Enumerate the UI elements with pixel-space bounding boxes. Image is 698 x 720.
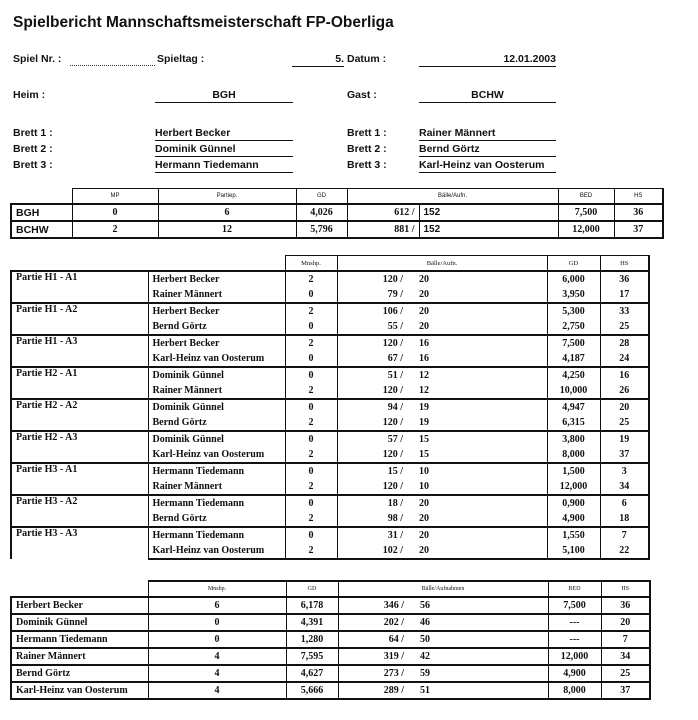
baelle-value [337,367,407,383]
hs-value: 25 [600,415,649,431]
gd-value: 4,627 [286,665,338,682]
aufn-value: 16 [407,351,547,367]
baelle-value [337,431,407,447]
game-row [11,527,649,543]
game-row [11,495,649,511]
separator: / [400,417,403,428]
hs-value: 22 [600,543,649,559]
baelle-number: 51 [387,370,398,381]
players-header-hs: HS [601,581,650,597]
aufn-value: 20 [407,303,547,319]
aufn-value: 20 [407,511,547,527]
games-header-blank [11,256,285,272]
player-name: Bernd Görtz [11,665,148,682]
game-row [11,335,649,351]
hs-value: 19 [600,431,649,447]
hs-value: 16 [600,367,649,383]
mnshp-value: 0 [148,614,286,631]
gd-value: 4,187 [547,351,600,367]
baelle-number: 98 [387,513,398,524]
partie-label: Partie H3 - A1 [11,463,148,495]
guest-board-2-player: Bernd Görtz [419,143,556,157]
summary-header-row [11,189,663,205]
mnshp-value: 0 [285,319,337,335]
baelle-value [337,479,407,495]
player-name: Herbert Becker [148,303,285,319]
game-row [11,399,649,415]
baelle-value [337,527,407,543]
baelle-number: 18 [387,498,398,509]
mnshp-value: 2 [285,511,337,527]
player-name: Rainer Männert [11,648,148,665]
partie-label: Partie H3 - A2 [11,495,148,527]
hs-value: 18 [600,511,649,527]
gd-value: 4,391 [286,614,338,631]
aufn-value: 42 [408,648,548,665]
baelle-value [338,665,408,682]
separator: / [400,306,403,317]
gd-value: 5,666 [286,682,338,699]
mnshp-value: 2 [285,543,337,559]
summary-row [11,204,663,221]
separator: / [400,449,403,460]
baelle-number: 319 [383,651,399,662]
summary-header-blank [11,189,72,205]
baelle-value [337,495,407,511]
gd-value: 3,800 [547,431,600,447]
gast-label: Gast : [347,89,377,101]
separator: / [400,513,403,524]
hs-value: 36 [614,204,663,221]
hs-value: 6 [600,495,649,511]
aufn-value: 10 [407,479,547,495]
mp-value: 0 [72,204,158,221]
player-name: Bernd Görtz [148,511,285,527]
player-name: Hermann Tiedemann [148,495,285,511]
summary-header-hs: HS [614,189,663,205]
baelle-value: 881 / [347,221,419,238]
mnshp-value: 4 [148,682,286,699]
hs-value: 3 [600,463,649,479]
baelle-number: 64 [388,634,399,645]
player-row [11,631,650,648]
spieltag-field: 5. [292,53,344,67]
aufn-value: 19 [407,399,547,415]
baelle-value [338,682,408,699]
separator: / [400,545,403,556]
games-header-row [11,256,649,272]
gd-value: 5,300 [547,303,600,319]
baelle-value [337,511,407,527]
baelle-value [337,447,407,463]
baelle-number: 57 [387,434,398,445]
baelle-value: 612 / [347,204,419,221]
separator: / [400,385,403,396]
baelle-value [337,303,407,319]
mnshp-value: 0 [148,631,286,648]
players-header-row [11,581,650,597]
page-title: Spielbericht Mannschaftsmeisterschaft FP-Oberliga [13,14,394,31]
hs-value: 17 [600,287,649,303]
mp-value: 2 [72,221,158,238]
player-name: Karl-Heinz van Oosterum [148,543,285,559]
mnshp-value: 0 [285,351,337,367]
bed-value: --- [548,614,601,631]
gd-value: 1,550 [547,527,600,543]
aufn-value: 46 [408,614,548,631]
player-name: Dominik Günnel [148,431,285,447]
aufn-value: 20 [407,527,547,543]
baelle-number: 106 [382,306,398,317]
gd-value: 4,900 [547,511,600,527]
hs-value: 34 [600,479,649,495]
game-row [11,271,649,287]
player-name: Herbert Becker [148,271,285,287]
baelle-number: 120 [382,449,398,460]
baelle-value [337,271,407,287]
mnshp-value: 0 [285,527,337,543]
separator: / [400,466,403,477]
baelle-number: 273 [383,668,399,679]
bed-value: 12,000 [548,648,601,665]
separator: / [401,668,404,679]
player-name: Karl-Heinz van Oosterum [148,447,285,463]
hs-value: 7 [601,631,650,648]
team-summary-table [10,188,664,239]
spiel-nr-label: Spiel Nr. : [13,53,62,65]
mnshp-value: 2 [285,415,337,431]
baelle-value [337,543,407,559]
hs-value: 37 [601,682,650,699]
baelle-number: 120 [382,274,398,285]
mnshp-value: 2 [285,271,337,287]
mnshp-value: 4 [148,648,286,665]
game-row [11,463,649,479]
bed-value: 8,000 [548,682,601,699]
partie-label: Partie H1 - A3 [11,335,148,367]
gd-value: 7,500 [547,335,600,351]
spiel-nr-field [70,53,155,66]
mnshp-value: 0 [285,495,337,511]
mnshp-value: 4 [148,665,286,682]
baelle-value [337,351,407,367]
player-name: Bernd Görtz [148,319,285,335]
games-header-mnshp: Mnshp. [285,256,337,272]
guest-board-1-player: Rainer Männert [419,127,556,141]
aufn-value: 19 [407,415,547,431]
player-name: Herbert Becker [11,597,148,614]
games-table [10,255,650,560]
gd-value: 5,100 [547,543,600,559]
heim-label: Heim : [13,89,46,101]
gd-value: 6,315 [547,415,600,431]
baelle-number: 55 [387,321,398,332]
players-header-gd: GD [286,581,338,597]
baelle-number: 202 [383,617,399,628]
baelle-number: 94 [387,402,398,413]
hs-value: 37 [600,447,649,463]
baelle-number: 120 [382,481,398,492]
hs-value: 26 [600,383,649,399]
separator: / [401,685,404,696]
players-header-blank [11,581,148,597]
aufn-value: 152 [419,221,558,238]
separator: / [401,617,404,628]
players-header-mnshp: Mnshp. [148,581,286,597]
gd-value: 0,900 [547,495,600,511]
partie-label: Partie H1 - A2 [11,303,148,335]
guest-board-3-player: Karl-Heinz van Oosterum [419,159,556,173]
guest-board-3-label: Brett 3 : [347,159,387,171]
players-header-bed: BED [548,581,601,597]
separator: / [401,600,404,611]
separator: / [400,402,403,413]
hs-value: 20 [601,614,650,631]
games-header-baelle: Bälle/Aufn. [337,256,547,272]
baelle-value [338,614,408,631]
game-row [11,431,649,447]
mnshp-value: 0 [285,287,337,303]
separator: / [400,338,403,349]
home-board-2-player: Dominik Günnel [155,143,293,157]
player-name: Hermann Tiedemann [148,527,285,543]
aufn-value: 15 [407,447,547,463]
gd-value: 8,000 [547,447,600,463]
player-name: Rainer Männert [148,383,285,399]
game-row [11,303,649,319]
partiep-value: 12 [158,221,296,238]
player-name: Hermann Tiedemann [148,463,285,479]
gd-value: 6,000 [547,271,600,287]
hs-value: 34 [601,648,650,665]
separator: / [400,274,403,285]
hs-value: 36 [601,597,650,614]
mnshp-value: 2 [285,479,337,495]
aufn-value: 50 [408,631,548,648]
player-summary-table [10,580,651,700]
baelle-value [337,335,407,351]
baelle-number: 15 [387,466,398,477]
bed-value: --- [548,631,601,648]
guest-board-2-label: Brett 2 : [347,143,387,155]
datum-field: 12.01.2003 [419,53,556,67]
mnshp-value: 6 [148,597,286,614]
separator: / [401,634,404,645]
player-name: Herbert Becker [148,335,285,351]
home-board-1-player: Herbert Becker [155,127,293,141]
bed-value: 7,500 [558,204,614,221]
aufn-value: 51 [408,682,548,699]
partiep-value: 6 [158,204,296,221]
heim-field: BGH [155,89,293,103]
player-row [11,614,650,631]
gd-value: 12,000 [547,479,600,495]
separator: / [400,481,403,492]
mnshp-value: 0 [285,399,337,415]
partie-label: Partie H3 - A3 [11,527,148,559]
hs-value: 37 [614,221,663,238]
hs-value: 7 [600,527,649,543]
player-name: Rainer Männert [148,479,285,495]
gd-value: 6,178 [286,597,338,614]
games-header-hs: HS [600,256,649,272]
aufn-value: 10 [407,463,547,479]
hs-value: 24 [600,351,649,367]
baelle-value [337,399,407,415]
hs-value: 36 [600,271,649,287]
gd-value: 4,026 [296,204,347,221]
hs-value: 20 [600,399,649,415]
gd-value: 5,796 [296,221,347,238]
aufn-value: 20 [407,287,547,303]
home-board-1-label: Brett 1 : [13,127,53,139]
aufn-value: 16 [407,335,547,351]
mnshp-value: 2 [285,447,337,463]
baelle-value [337,383,407,399]
gd-value: 1,280 [286,631,338,648]
player-name: Karl-Heinz van Oosterum [11,682,148,699]
mnshp-value: 2 [285,383,337,399]
baelle-number: 120 [382,417,398,428]
player-name: Karl-Heinz van Oosterum [148,351,285,367]
gd-value: 2,750 [547,319,600,335]
team-name: BGH [11,204,72,221]
players-header-baelle: Bälle/Aufnahmen [338,581,548,597]
aufn-value: 12 [407,383,547,399]
baelle-number: 67 [387,353,398,364]
gd-value: 7,595 [286,648,338,665]
aufn-value: 20 [407,319,547,335]
summary-header-bed: BED [558,189,614,205]
mnshp-value: 0 [285,463,337,479]
mnshp-value: 0 [285,431,337,447]
bed-value: 7,500 [548,597,601,614]
baelle-number: 102 [382,545,398,556]
aufn-value: 15 [407,431,547,447]
baelle-value [338,631,408,648]
partie-label: Partie H1 - A1 [11,271,148,303]
player-name: Rainer Männert [148,287,285,303]
partie-label: Partie H2 - A3 [11,431,148,463]
summary-header-baelle: Bälle/Aufn. [347,189,558,205]
aufn-value: 152 [419,204,558,221]
bed-value: 4,900 [548,665,601,682]
games-header-gd: GD [547,256,600,272]
player-name: Dominik Günnel [11,614,148,631]
gd-value: 1,500 [547,463,600,479]
aufn-value: 12 [407,367,547,383]
baelle-number: 120 [382,338,398,349]
datum-label: Datum : [347,53,387,65]
partie-label: Partie H2 - A1 [11,367,148,399]
bed-value: 12,000 [558,221,614,238]
baelle-number: 31 [387,530,398,541]
aufn-value: 20 [407,271,547,287]
mnshp-value: 2 [285,335,337,351]
hs-value: 25 [600,319,649,335]
separator: / [400,370,403,381]
spieltag-label: Spieltag : [157,53,205,65]
baelle-value [338,648,408,665]
player-name: Hermann Tiedemann [11,631,148,648]
gd-value: 4,947 [547,399,600,415]
separator: / [401,651,404,662]
player-row [11,682,650,699]
summary-header-partiep: Partiep. [158,189,296,205]
player-row [11,648,650,665]
mnshp-value: 2 [285,303,337,319]
summary-header-gd: GD [296,189,347,205]
player-row [11,597,650,614]
baelle-number: 79 [387,289,398,300]
player-name: Dominik Günnel [148,367,285,383]
hs-value: 25 [601,665,650,682]
baelle-number: 289 [383,685,399,696]
separator: / [400,321,403,332]
team-name: BCHW [11,221,72,238]
gd-value: 3,950 [547,287,600,303]
summary-row [11,221,663,238]
aufn-value: 20 [407,543,547,559]
aufn-value: 20 [407,495,547,511]
player-name: Bernd Görtz [148,415,285,431]
guest-board-1-label: Brett 1 : [347,127,387,139]
gd-value: 10,000 [547,383,600,399]
home-board-2-label: Brett 2 : [13,143,53,155]
baelle-number: 120 [382,385,398,396]
aufn-value: 56 [408,597,548,614]
player-row [11,665,650,682]
separator: / [400,289,403,300]
gast-field: BCHW [419,89,556,103]
hs-value: 33 [600,303,649,319]
baelle-value [337,463,407,479]
mnshp-value: 0 [285,367,337,383]
game-row [11,367,649,383]
partie-label: Partie H2 - A2 [11,399,148,431]
hs-value: 28 [600,335,649,351]
summary-header-mp: MP [72,189,158,205]
separator: / [400,530,403,541]
home-board-3-label: Brett 3 : [13,159,53,171]
home-board-3-player: Hermann Tiedemann [155,159,293,173]
baelle-value [337,319,407,335]
baelle-value [337,415,407,431]
aufn-value: 59 [408,665,548,682]
gd-value: 4,250 [547,367,600,383]
player-name: Dominik Günnel [148,399,285,415]
baelle-number: 346 [383,600,399,611]
baelle-value [337,287,407,303]
separator: / [400,353,403,364]
separator: / [400,434,403,445]
separator: / [400,498,403,509]
baelle-value [338,597,408,614]
